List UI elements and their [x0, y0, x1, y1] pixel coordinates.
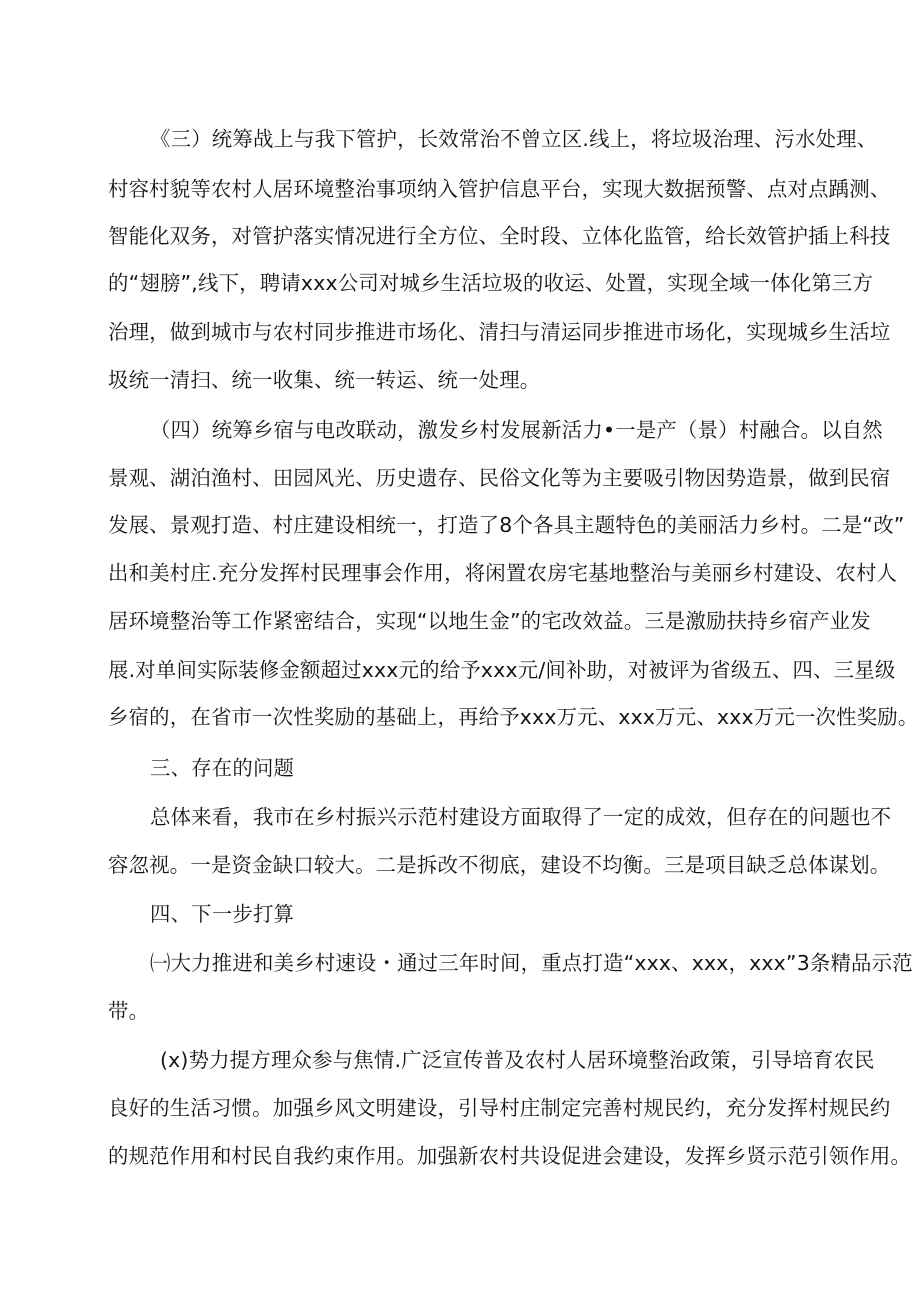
text-line: 总体来看，我市在乡村振兴示范村建设方面取得了一定的成效，但存在的问题也不	[150, 805, 892, 829]
text-line: 村容村貌等农村人居环境整治事项纳入管护信息平台，实现大数据预警、点对点踽测、	[108, 177, 891, 201]
text-line: 出和美村庄.充分发挥村民理事会作用，将闲置农房宅基地整治与美丽乡村建设、农村人	[108, 561, 898, 585]
text-line: 居环境整治等工作紧密结合，实现“以地生金”的宅改效益。三是激励扶持乡宿产业发	[108, 609, 871, 633]
text-line: ㈠大力推进和美乡村速设・通过三年时间，重点打造“xxx、xxx，xxx”3条精品示范	[150, 951, 913, 975]
text-line: 的“翅膀”,线下，聘请xxx公司对城乡生活垃圾的收运、处置，实现全域一体化第三方	[108, 271, 874, 295]
text-line: 治理，做到城市与农村同步推进市场化、清扫与清运同步推进市场化，实现城乡生活垃	[108, 320, 891, 344]
text-line: 良好的生活习惯。加强乡风文明建设，引导村庄制定完善村规民约，充分发挥村规民约	[108, 1096, 891, 1120]
text-line: 圾统一清扫、统一收集、统一转运、统一处理。	[108, 368, 541, 392]
text-line: 乡宿的，在省市一次性奖励的基础上，再给予xxx万元、xxx万元、xxx万元一次性奖励。	[108, 705, 919, 729]
text-line: 的规范作用和村民自我约束作用。加强新农村共设促进会建设，发挥乡贤示范引领作用。	[108, 1144, 912, 1168]
section-heading: 四、下一步打算	[150, 902, 295, 926]
text-line: 《三）统筹战上与我下管护，长效常治不曾立区.线上，将垃圾治理、污水处理、	[150, 127, 878, 151]
text-line: 容忽视。一是资金缺口较大。二是拆改不彻底，建设不均衡。三是项目缺乏总体谋划。	[108, 853, 891, 877]
text-line: 发展、景观打造、村庄建设相统一，打造了8个各具主题特色的美丽活力乡村。二是“改”	[108, 513, 905, 537]
section-heading: 三、存在的问题	[150, 756, 295, 780]
text-line: （四）统筹乡宿与电改联动，激发乡村发展新活力•一是产（景）村融合。以自然	[150, 418, 883, 442]
text-line: 带。	[108, 999, 150, 1023]
text-line: 景观、湖泊渔村、田园风光、历史遗存、民俗文化等为主要吸引物因势造景，做到民宿	[108, 466, 891, 490]
text-line: 展.对单间实际装修金额超过xxx元的给予xxx元/间补助，对被评为省级五、四、三星级	[108, 658, 896, 682]
text-line: 智能化双务，对管护落实情况进行全方位、全时段、立体化监管，给长效管护插上科技	[108, 224, 891, 248]
text-line: (x)势力提方理众参与焦情.广泛宣传普及农村人居环境整治政策，引导培育农民	[160, 1048, 875, 1072]
